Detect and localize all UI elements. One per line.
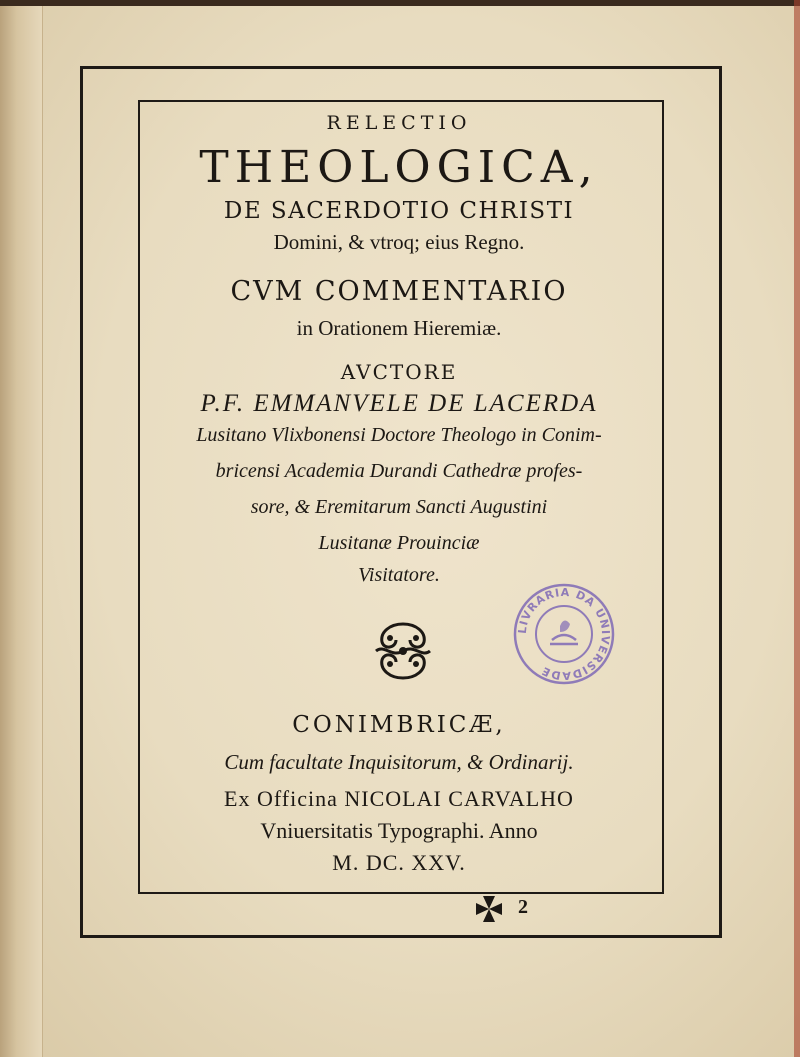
imprint-printer-title: Vniuersitatis Typographi. Anno: [260, 818, 538, 843]
cross-pattee-icon: [474, 894, 504, 924]
title-domini: Domini, & vtroq; eius Regno.: [273, 230, 525, 254]
title-page-content: [140, 106, 658, 886]
author-line: Lusitanæ Prouinciæ: [318, 532, 480, 554]
title-theologica: THEOLOGICA,: [199, 142, 599, 193]
fleuron-ornament-icon: [370, 618, 436, 684]
author-line: Visitatore.: [358, 564, 440, 586]
book-gutter: [0, 0, 43, 1057]
author-line: bricensi Academia Durandi Cathedræ profes-: [215, 460, 583, 482]
library-stamp-icon: [512, 582, 616, 686]
author-name: P.F. EMMANVELE DE LACERDA: [200, 390, 598, 417]
stamp-text: LIVRARIA DA UNIVERSIDADE: [515, 585, 613, 683]
imprint-permission: Cum facultate Inquisitorum, & Ordinarij.: [224, 750, 574, 774]
page-number: 2: [518, 896, 528, 918]
auctore-label: AVCTORE: [340, 360, 458, 384]
subtitle-cum-commentario: CVM COMMENTARIO: [230, 276, 568, 307]
author-line: Lusitano Vlixbonensi Doctore Theologo in Conim-: [196, 424, 602, 446]
title-relectio: RELECTIO: [326, 112, 472, 134]
imprint-year: M. DC. XXV.: [332, 850, 466, 875]
page-right-edge: [794, 0, 800, 1057]
title-de-sacerdotio: DE SACERDOTIO CHRISTI: [223, 198, 575, 224]
imprint-place: CONIMBRICÆ,: [292, 712, 506, 738]
page-top-edge: [0, 0, 800, 6]
subtitle-in-orationem: in Orationem Hieremiæ.: [296, 316, 502, 340]
author-line: sore, & Eremitarum Sancti Augustini: [250, 496, 548, 518]
imprint-printer: Ex Officina NICOLAI CARVALHO: [224, 786, 574, 811]
